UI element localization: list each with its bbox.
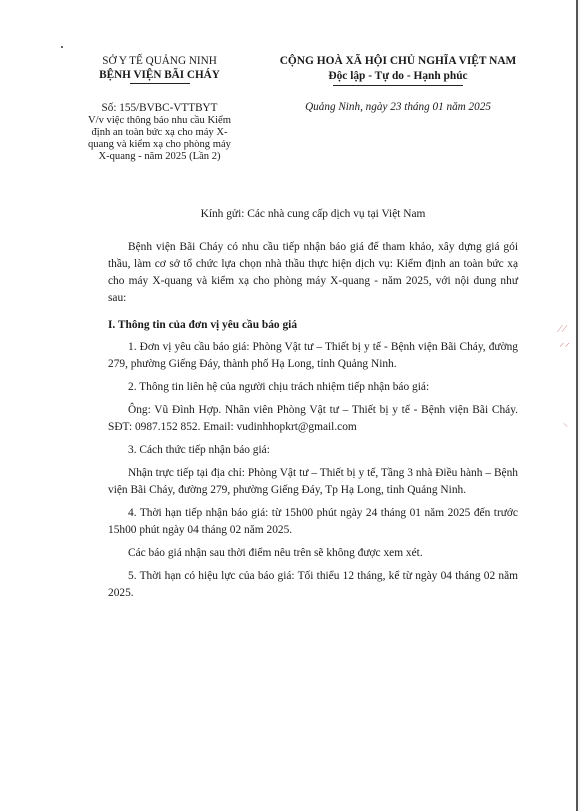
issuer-underline	[130, 83, 190, 84]
item-4-late-note: Các báo giá nhận sau thời điểm nêu trên sẽ không được xem xét.	[128, 547, 423, 559]
issuer-block	[82, 54, 237, 163]
item-4-deadline: 4. Thời hạn tiếp nhận báo giá: từ 15h00 phút ngày 24 tháng 01 năm 2025 đến trước 15h00 phút ngày 04 tháng 02 năm 2025.	[108, 507, 518, 536]
margin-pen-mark-lower: ⸜	[563, 418, 568, 429]
item-5-validity: 5. Thời hạn có hiệu lực của báo giá: Tối thiểu 12 tháng, kể từ ngày 04 tháng 02 năm 2025.	[108, 570, 518, 599]
intro-paragraph: Bệnh viện Bãi Cháy có nhu cầu tiếp nhận báo giá để tham khảo, xây dựng giá gói thầu, làm cơ sở tổ chức lựa chọn nhà thầu thực hiện dịch vụ: Kiểm định an toàn bức xạ cho máy X-quang và kiểm xạ cho phòng máy X-quang - năm 2025, với nội dung như sau:	[108, 241, 518, 304]
national-motto: Độc lập - Tự do - Hạnh phúc	[328, 70, 468, 82]
recipient-line: Kính gửi: Các nhà cung cấp dịch vụ tại Việt Nam	[200, 208, 426, 220]
motto-underline	[333, 85, 463, 86]
item-3-method-title: 3. Cách thức tiếp nhận báo giá:	[128, 444, 270, 456]
item-2-contact-details: Ông: Vũ Đình Hợp. Nhân viên Phòng Vật tư – Thiết bị y tế - Bệnh viện Bãi Cháy. SĐT: 0987.152 852. Email: vudinhhopkrt@gmail.com	[108, 404, 518, 433]
scan-speck	[61, 46, 63, 48]
item-3-method-details: Nhận trực tiếp tại địa chỉ: Phòng Vật tư – Thiết bị y tế, Tầng 3 nhà Điều hành – Bệnh viện Bãi Cháy, đường 279, phường Giếng Đáy, Tp Hạ Long, tỉnh Quảng Ninh.	[108, 467, 518, 496]
issuer-unit: BỆNH VIỆN BÃI CHÁY	[99, 69, 220, 81]
section-1-title: I. Thông tin của đơn vị yêu cầu báo giá	[108, 319, 298, 331]
document-body	[108, 206, 518, 608]
item-2-contact-title: 2. Thông tin liên hệ của người chịu trách nhiệm tiếp nhận báo giá:	[128, 381, 430, 393]
nation-title: CỘNG HOÀ XÃ HỘI CHỦ NGHĨA VIỆT NAM	[279, 55, 517, 67]
issuer-org: SỞ Y TẾ QUẢNG NINH	[102, 55, 217, 67]
document-subject: V/v việc thông báo nhu cầu Kiểm định an toàn bức xạ cho máy X- quang và kiểm xạ cho phòng máy X-quang - năm 2025 (Lần 2)	[88, 115, 231, 162]
document-date: Quảng Ninh, ngày 23 tháng 01 năm 2025	[305, 101, 491, 113]
document-number: Số: 155/BVBC-VTTBYT	[101, 102, 218, 114]
national-header	[268, 54, 528, 115]
item-1-requesting-unit: 1. Đơn vị yêu cầu báo giá: Phòng Vật tư – Thiết bị y tế - Bệnh viện Bãi Cháy, đường 279, phường Giếng Đáy, thành phố Hạ Long, tỉnh Quảng Ninh.	[108, 341, 518, 370]
margin-pen-mark: ⁄ ⁄ ⸝⸝	[559, 323, 570, 349]
